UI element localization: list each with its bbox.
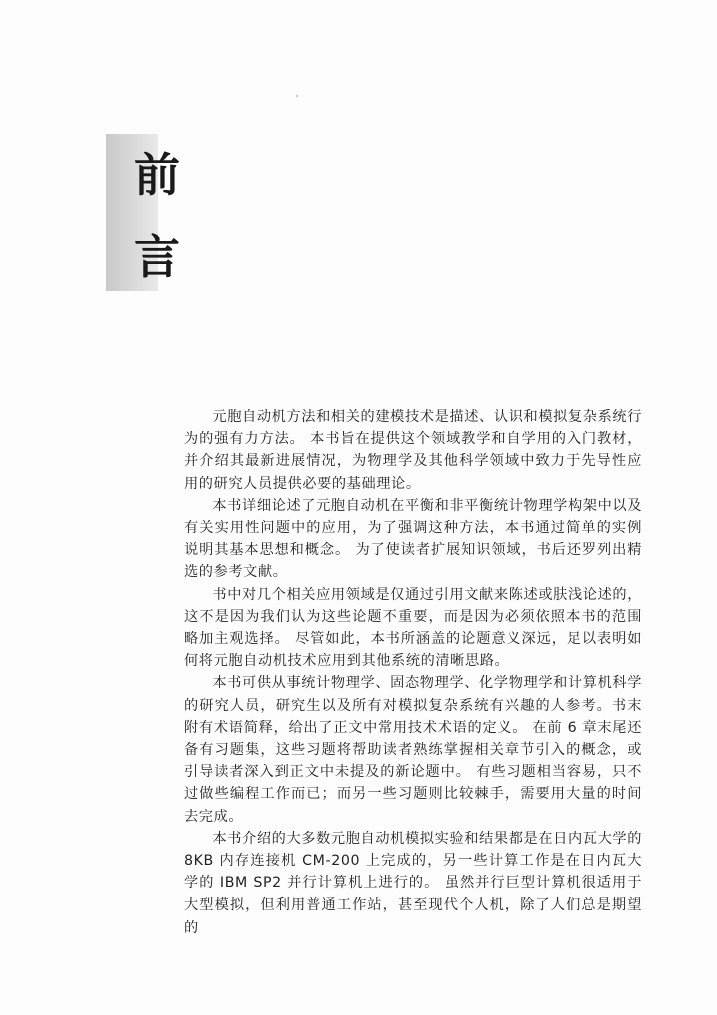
preface-body <box>184 406 642 939</box>
title-char-2: 言 <box>134 230 180 284</box>
title-char-1: 前 <box>134 148 180 202</box>
paragraph-2: 本书详细论述了元胞自动机在平衡和非平衡统计物理学构架中以及有关实用性问题中的应用，为了强调这种方法，本书通过简单的实例说明其基本思想和概念。 为了使读者扩展知识领域，书后还罗列出精选的参考文献。 <box>184 497 642 581</box>
paragraph-5: 本书介绍的大多数元胞自动机模拟实验和结果都是在日内瓦大学的 8KB 内存连接机 CM-200 上完成的，另一些计算工作是在日内瓦大学的 IBM SP2 并行计算机上进行的。 虽然并行巨型计算机很适用于大型模拟，但利用普通工作站，甚至现代个人机，除了人们总是期望的 <box>184 830 642 936</box>
page-speck <box>296 95 298 97</box>
paragraph-4: 本书可供从事统计物理学、固态物理学、化学物理学和计算机科学的研究人员，研究生以及所有对模拟复杂系统有兴趣的人参考。书末附有术语简释，给出了正文中常用技术术语的定义。 在前 6 章末尾还备有习题集，这些习题将帮助读者熟练掌握相关章节引入的概念，或引导读者深入到正文中未提及的新论题中。 有些习题相当容易，只不过做些编程工作而已；而另一些习题则比较棘手，需要用大量的时间去完成。 <box>184 675 642 825</box>
paragraph-1: 元胞自动机方法和相关的建模技术是描述、认识和模拟复杂系统行为的强有力方法。 本书旨在提供这个领域教学和自学用的入门教材，并介绍其最新进展情况，为物理学及其他科学领域中致力于先导性应用的研究人员提供必要的基础理论。 <box>184 409 642 492</box>
paragraph-3: 书中对几个相关应用领域是仅通过引用文献来陈述或肤浅论述的，这不是因为我们认为这些论题不重要，而是因为必须依照本书的范围略加主观选择。 尽管如此，本书所涵盖的论题意义深远，足以表明如何将元胞自动机技术应用到其他系统的清晰思路。 <box>184 586 642 670</box>
